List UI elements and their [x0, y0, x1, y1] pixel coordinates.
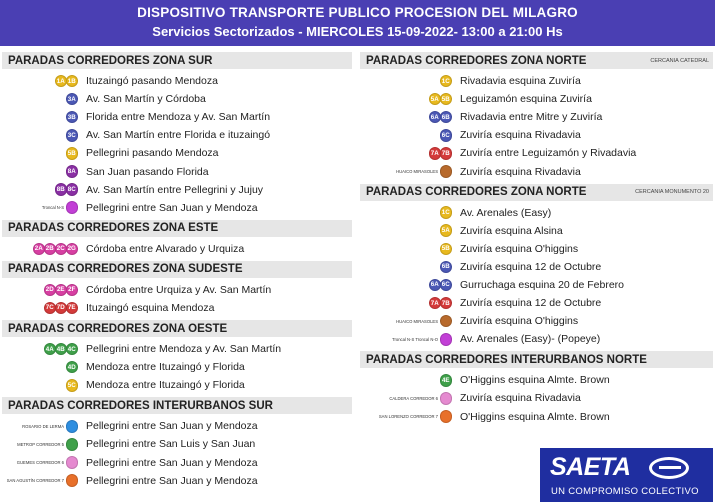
route-badges — [360, 147, 456, 160]
route-badge: 7A — [429, 147, 442, 160]
route-tag: SAN LORENZO CORREDOR 7 — [378, 414, 438, 420]
stop-row — [2, 454, 352, 472]
logo-oval-icon — [649, 457, 689, 479]
stop-row — [2, 435, 352, 453]
stop-description: Pellegrini entre San Juan y Mendoza — [86, 420, 258, 433]
route-badge: 4A — [44, 343, 57, 356]
route-badges — [2, 420, 82, 433]
stop-row — [360, 240, 713, 258]
section-title: PARADAS CORREDORES ZONA ESTE — [8, 222, 219, 235]
route-badge: 4B — [55, 343, 68, 356]
stop-row — [360, 408, 713, 426]
route-tag: Troncal N-S Troncal N-O — [392, 336, 438, 342]
route-badges — [360, 111, 456, 124]
route-badges — [360, 224, 456, 237]
route-badges — [360, 374, 456, 387]
stop-row — [2, 358, 352, 376]
route-badges — [2, 111, 82, 124]
stop-row — [2, 126, 352, 144]
route-badges — [360, 75, 456, 88]
route-tag: GUEMES CORREDOR 6 — [16, 460, 64, 466]
route-badge — [440, 392, 453, 405]
route-badges — [2, 379, 82, 392]
logo-word: SAETA — [550, 453, 631, 481]
route-badges — [360, 129, 456, 142]
route-badge: 2B — [44, 243, 57, 256]
stop-row — [360, 294, 713, 312]
route-badge: 1C — [440, 206, 453, 219]
route-badge: 5A — [440, 224, 453, 237]
route-badge: 2F — [66, 284, 79, 297]
route-badges — [2, 75, 82, 88]
route-badge: 4D — [66, 361, 79, 374]
section-note: CERCANIA MONUMENTO 20 — [635, 189, 709, 196]
stop-description: Ituzaingó esquina Mendoza — [86, 301, 215, 314]
stop-description: Zuviría esquina Rivadavia — [460, 165, 581, 178]
route-badge: 5A — [429, 93, 442, 106]
stop-row — [360, 276, 713, 294]
section-header — [360, 351, 713, 368]
route-badges — [360, 93, 456, 106]
route-badges — [2, 201, 82, 214]
route-badges — [360, 279, 456, 292]
stop-description: Av. San Martín entre Pellegrini y Jujuy — [86, 183, 264, 196]
stop-description: Pellegrini entre San Luis y San Juan — [86, 438, 256, 451]
route-badge: 7B — [440, 147, 453, 160]
stop-description: Mendoza entre Ituzaingó y Florida — [86, 361, 245, 374]
stop-row — [2, 299, 352, 317]
route-badges — [360, 410, 456, 423]
route-badge: 2E — [55, 284, 68, 297]
route-tag: METROP CORREDOR 5 — [17, 441, 64, 447]
route-badge: 5C — [66, 379, 79, 392]
route-badges — [360, 297, 456, 310]
stop-description: Av. Arenales (Easy)- (Popeye) — [460, 333, 601, 346]
route-badge — [440, 165, 453, 178]
route-badge: 6A — [429, 279, 442, 292]
stop-description: Pellegrini entre Mendoza y Av. San Martín — [86, 343, 282, 356]
route-badge: 8B — [55, 183, 68, 196]
stop-description: Av. Arenales (Easy) — [460, 206, 552, 219]
section-title: PARADAS CORREDORES ZONA NORTE — [366, 186, 587, 199]
stop-description: Av. San Martín y Córdoba — [86, 93, 206, 106]
stop-description: Pellegrini entre San Juan y Mendoza — [86, 456, 258, 469]
route-badge: 4E — [440, 374, 453, 387]
route-tag: SAN AGUSTÍN CORREDOR 7 — [6, 478, 64, 484]
stop-row — [360, 90, 713, 108]
stop-description: San Juan pasando Florida — [86, 165, 209, 178]
route-badge — [66, 474, 79, 487]
stop-description: Rivadavia entre Mitre y Zuviría — [460, 111, 603, 124]
route-badge: 3C — [66, 129, 79, 142]
stop-row — [360, 312, 713, 330]
route-badge: 6C — [440, 279, 453, 292]
section-header — [360, 184, 713, 201]
stop-description: Zuviría entre Leguizamón y Rivadavia — [460, 147, 637, 160]
section-title: PARADAS CORREDORES ZONA SUDESTE — [8, 263, 243, 276]
route-badge — [66, 438, 79, 451]
stop-row — [360, 204, 713, 222]
route-badge: 5B — [440, 93, 453, 106]
route-badges — [2, 165, 82, 178]
route-badges — [2, 302, 82, 315]
stop-description: Ituzaingó pasando Mendoza — [86, 75, 218, 88]
route-badge: 7B — [440, 297, 453, 310]
stop-row — [2, 340, 352, 358]
route-badge: 7C — [44, 302, 57, 315]
stop-row — [2, 72, 352, 90]
stop-description: Leguizamón esquina Zuviría — [460, 93, 592, 106]
route-badge: 3B — [66, 111, 79, 124]
route-badges — [360, 333, 456, 346]
section-title: PARADAS CORREDORES ZONA OESTE — [8, 322, 228, 335]
section-header — [2, 52, 352, 69]
stop-row — [2, 281, 352, 299]
stop-description: Av. San Martín entre Florida e ituzaingó — [86, 129, 271, 142]
route-badges — [2, 147, 82, 160]
stop-description: Rivadavia esquina Zuviría — [460, 75, 581, 88]
route-badge: 2C — [55, 243, 68, 256]
section-header — [2, 261, 352, 278]
stop-row — [360, 162, 713, 180]
stop-description: Zuviría esquina 12 de Octubre — [460, 260, 602, 273]
page-title: DISPOSITIVO TRANSPORTE PUBLICO PROCESION DEL MILAGRO — [137, 5, 578, 20]
section-title: PARADAS CORREDORES INTERURBANOS NORTE — [366, 353, 647, 366]
section-title: PARADAS CORREDORES ZONA NORTE — [366, 54, 587, 67]
route-badge: 6A — [429, 111, 442, 124]
stop-description: Zuviría esquina O'higgins — [460, 315, 579, 328]
route-badge: 4C — [66, 343, 79, 356]
stop-row — [360, 72, 713, 90]
route-badges — [360, 243, 456, 256]
stop-description: Zuviría esquina Alsina — [460, 224, 563, 237]
route-badges — [2, 129, 82, 142]
stop-description: Pellegrini pasando Mendoza — [86, 147, 219, 160]
stop-description: Mendoza entre Ituzaingó y Florida — [86, 379, 245, 392]
route-badges — [2, 456, 82, 469]
stop-description: Zuviría esquina O'higgins — [460, 242, 579, 255]
section-note: CERCANIA CATEDRAL — [650, 57, 709, 64]
stop-description: Zuviría esquina Rivadavia — [460, 392, 581, 405]
route-badge — [66, 201, 79, 214]
route-tag: CALDERA CORREDOR 6 — [389, 395, 438, 401]
stop-row — [2, 162, 352, 180]
route-badge: 2A — [33, 243, 46, 256]
stop-description: Zuviría esquina Rivadavia — [460, 129, 581, 142]
route-badge: 8A — [66, 165, 79, 178]
route-badges — [360, 392, 456, 405]
stop-row — [360, 258, 713, 276]
section-gap — [2, 490, 352, 493]
section-header — [360, 52, 713, 69]
route-badges — [2, 343, 82, 356]
stop-row — [2, 199, 352, 217]
route-badge — [440, 333, 453, 346]
stop-description: Gurruchaga esquina 20 de Febrero — [460, 278, 625, 291]
route-badge: 7D — [55, 302, 68, 315]
route-badge: 6B — [440, 111, 453, 124]
stop-description: Córdoba entre Alvarado y Urquiza — [86, 242, 245, 255]
stop-row — [2, 108, 352, 126]
stop-description: O'Higgins esquina Almte. Brown — [460, 410, 610, 423]
stop-row — [2, 472, 352, 490]
stop-row — [360, 126, 713, 144]
route-badges — [2, 284, 82, 297]
route-tag: HUAICO MIRASOLES — [396, 169, 438, 175]
stop-row — [2, 376, 352, 394]
stop-row — [360, 389, 713, 407]
route-badge: 6C — [440, 129, 453, 142]
section-header — [2, 220, 352, 237]
route-badge — [440, 410, 453, 423]
route-badge — [440, 315, 453, 328]
stop-description: Pellegrini entre San Juan y Mendoza — [86, 474, 258, 487]
route-badge: 5B — [66, 147, 79, 160]
logo-tagline: UN COMPROMISO COLECTIVO — [551, 486, 699, 497]
stop-row — [360, 144, 713, 162]
saeta-logo — [540, 448, 713, 502]
route-badge: 1A — [55, 75, 68, 88]
section-title: PARADAS CORREDORES ZONA SUR — [8, 54, 213, 67]
stop-row — [2, 240, 352, 258]
stop-row — [360, 330, 713, 348]
route-badges — [2, 361, 82, 374]
right-column — [360, 52, 713, 429]
route-badges — [2, 438, 82, 451]
route-tag: HUAICO MIRASOLES — [396, 318, 438, 324]
route-badge — [66, 420, 79, 433]
section-gap — [360, 426, 713, 429]
route-tag: ROSARIO DE LERMA — [22, 423, 64, 429]
stop-description: Florida entre Mendoza y Av. San Martín — [86, 111, 271, 124]
left-column — [2, 52, 352, 493]
stop-row — [360, 108, 713, 126]
route-badge: 1B — [66, 75, 79, 88]
section-header — [2, 397, 352, 414]
route-badges — [360, 165, 456, 178]
route-badge: 7E — [66, 302, 79, 315]
route-badge — [66, 456, 79, 469]
section-header — [2, 320, 352, 337]
stop-description: O'Higgins esquina Almte. Brown — [460, 374, 610, 387]
stop-row — [360, 222, 713, 240]
route-badges — [2, 243, 82, 256]
route-badges — [360, 261, 456, 274]
route-badge: 1C — [440, 75, 453, 88]
page-subtitle: Servicios Sectorizados - MIERCOLES 15-09-2022- 13:00 a 21:00 Hs — [152, 24, 563, 39]
stop-row — [2, 417, 352, 435]
route-badge: 7A — [429, 297, 442, 310]
section-title: PARADAS CORREDORES INTERURBANOS SUR — [8, 399, 273, 412]
route-badges — [2, 93, 82, 106]
route-badge: 3A — [66, 93, 79, 106]
stop-row — [2, 90, 352, 108]
route-badges — [2, 183, 82, 196]
route-badge: 8C — [66, 183, 79, 196]
route-badges — [360, 315, 456, 328]
stop-row — [2, 181, 352, 199]
route-tag: Troncal N-S — [41, 205, 64, 211]
header-banner — [0, 0, 715, 46]
route-badge: 6B — [440, 261, 453, 274]
stop-description: Pellegrini entre San Juan y Mendoza — [86, 201, 258, 214]
route-badge: 2G — [66, 243, 79, 256]
stop-row — [360, 371, 713, 389]
stop-description: Zuviría esquina 12 de Octubre — [460, 297, 602, 310]
route-badges — [360, 206, 456, 219]
stop-description: Córdoba entre Urquiza y Av. San Martín — [86, 283, 272, 296]
stop-row — [2, 144, 352, 162]
route-badge: 2D — [44, 284, 57, 297]
route-badges — [2, 474, 82, 487]
route-badge: 5B — [440, 243, 453, 256]
